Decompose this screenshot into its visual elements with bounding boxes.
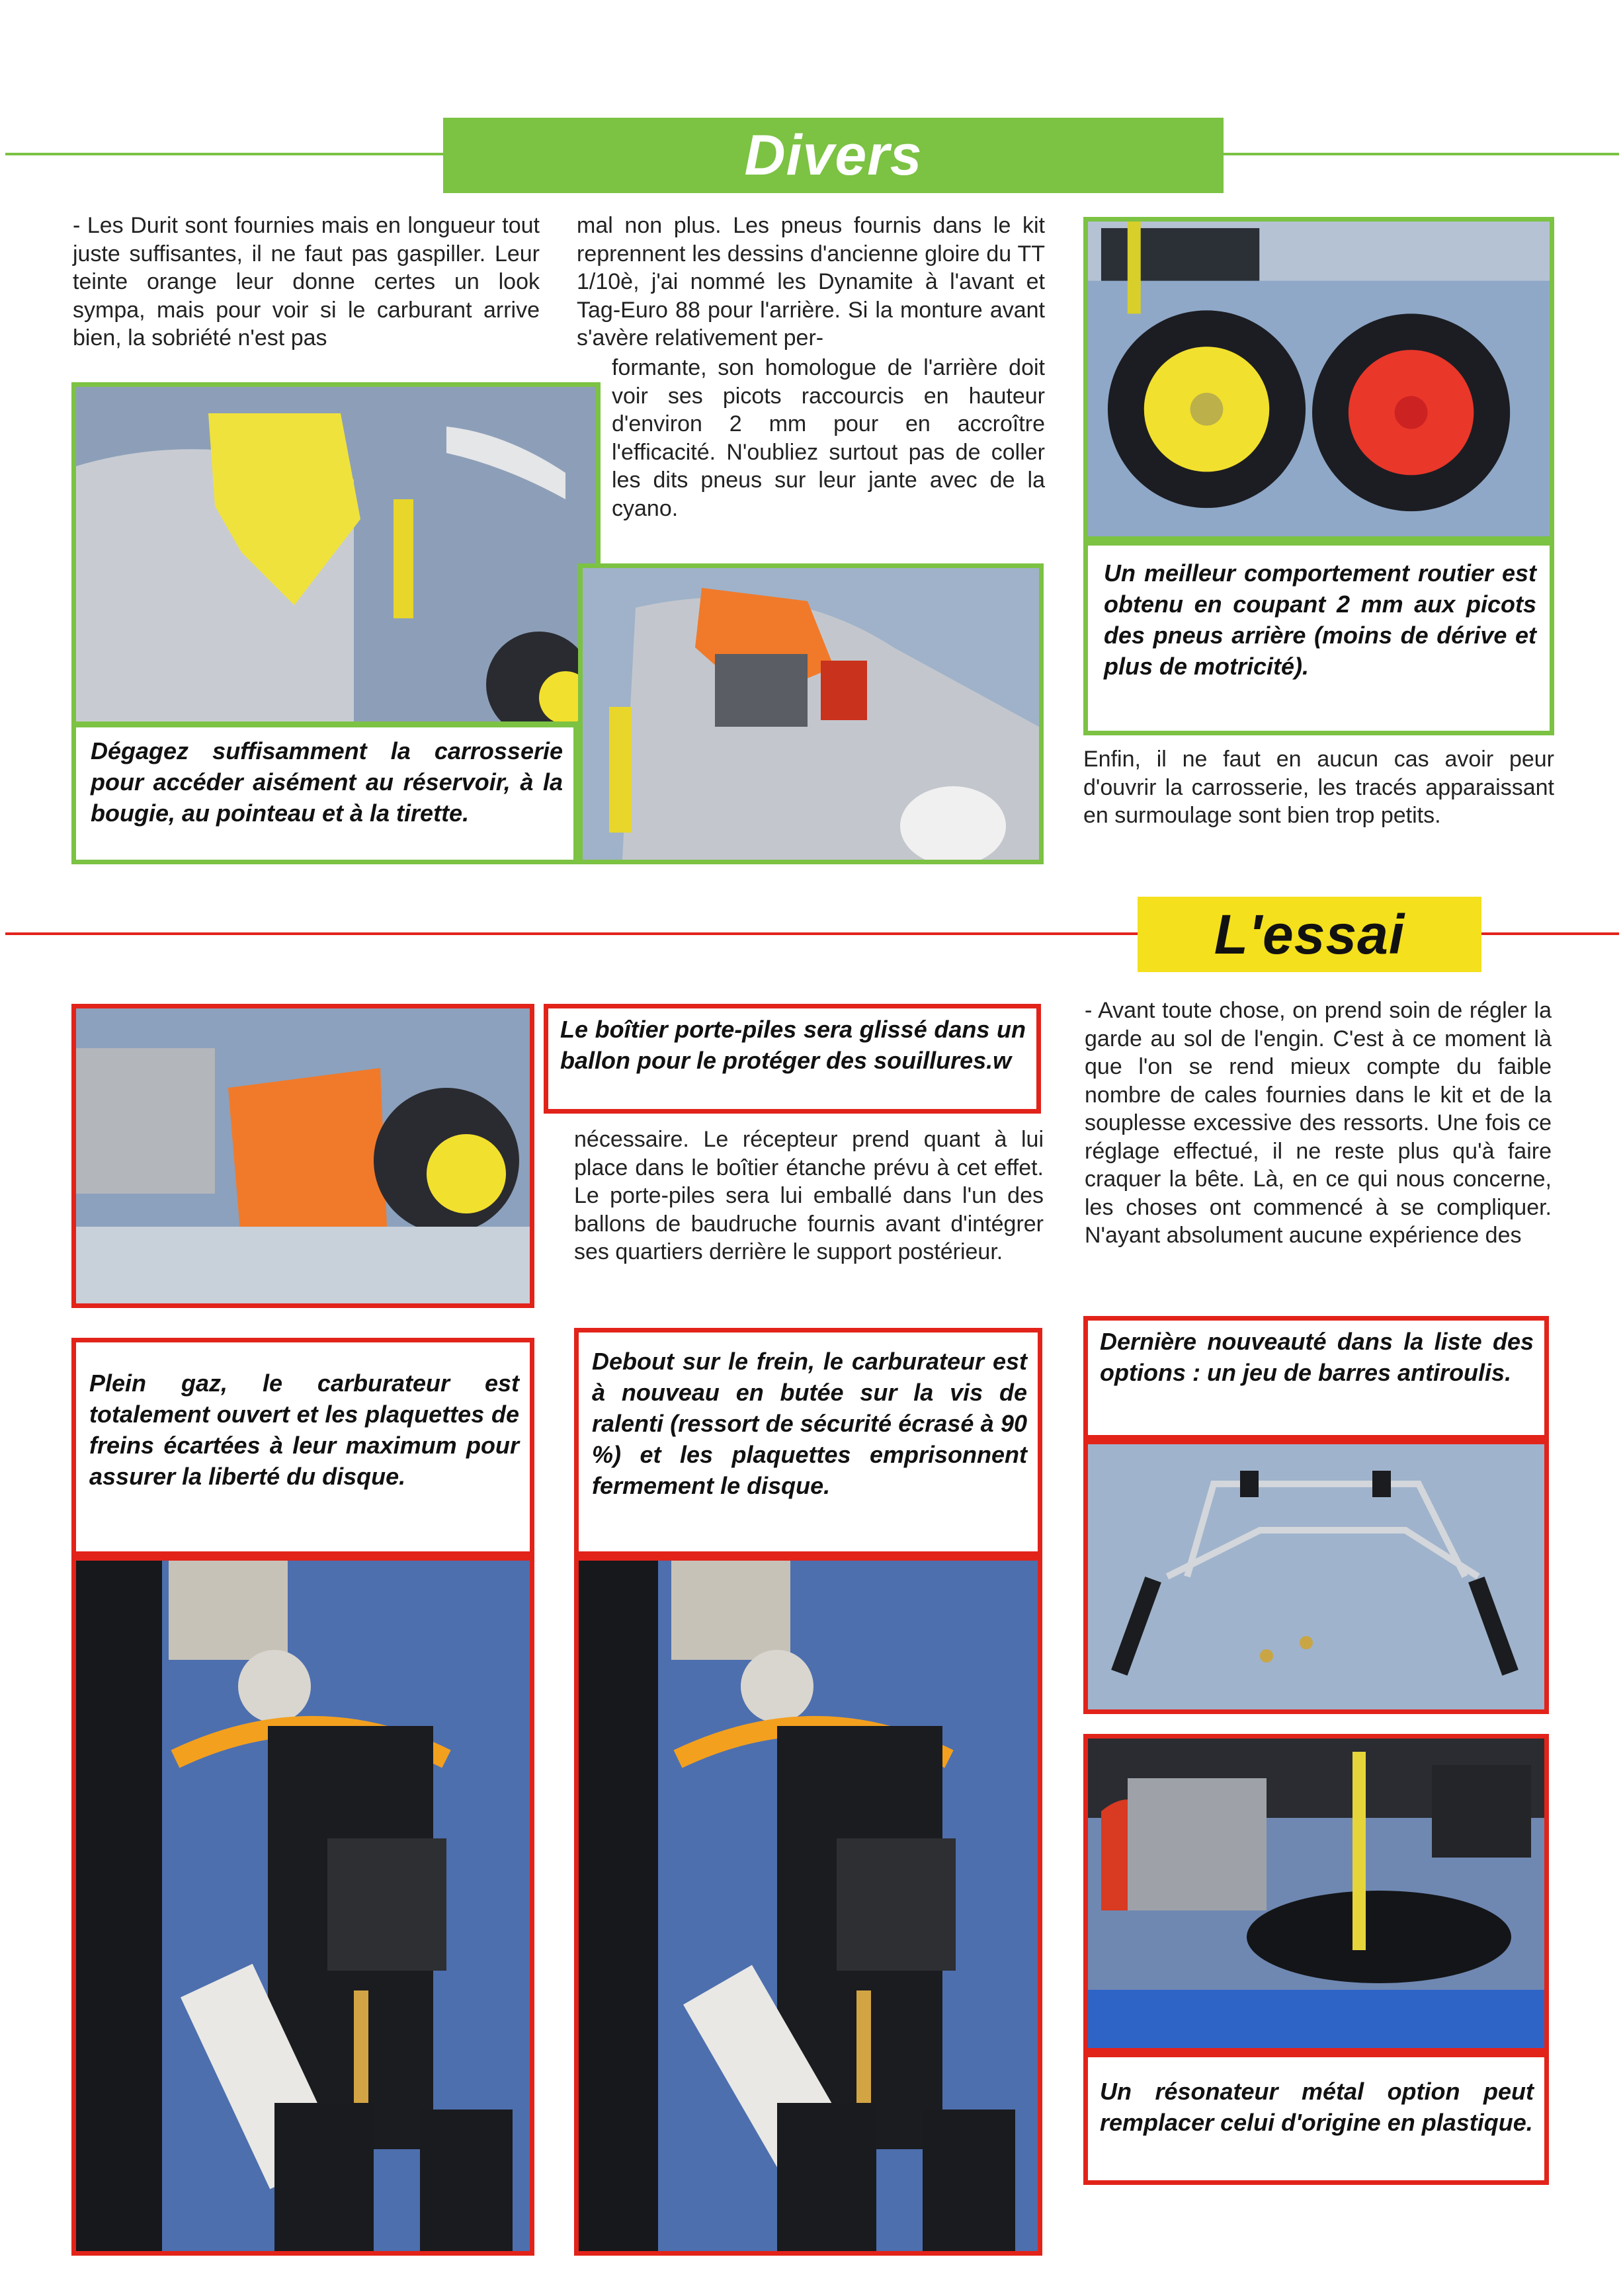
caption-body-open: [71, 723, 578, 864]
photo-engine-top: [578, 563, 1044, 864]
essai-title: L'essai: [1214, 903, 1405, 965]
photo-battery-box: [71, 1004, 534, 1308]
caption-resonator: [1083, 2053, 1549, 2185]
photo-antiroll-bars: [1083, 1440, 1549, 1714]
divers-col1-text: - Les Durit sont fournies mais en longueur tout juste suffisantes, il ne faut pas gaspiller. Leur teinte orange leur donne certes un look sympa, mais pour voir si le carburant arrive bien, la sobriété n'est pas: [73, 213, 540, 350]
caption-tires-text: Un meilleur comportement routier est obtenu en coupant 2 mm aux picots des pneus arrière (moins de dérive et plus de motricité).: [1104, 559, 1536, 680]
divers-col2-text-bottom: formante, son homologue de l'arrière doit voir ses picots raccourcis en hauteur d'environ 2 mm pour en accroître l'efficacité. N'oubliez surtout pas de coller les dits pneus sur leur jante avec de la cyano.: [612, 355, 1045, 521]
caption-body-open-text: Dégagez suffisamment la carrosserie pour accéder aisément au réservoir, à la bougie, au pointeau et à la tirette.: [91, 737, 563, 827]
caption-brake: [574, 1328, 1042, 1556]
divers-col3-text: Enfin, il ne faut en aucun cas avoir peur d'ouvrir la carrosserie, les tracés apparaissant en surmoulage sont bien trop petits.: [1083, 747, 1554, 828]
caption-battery-box-text: Le boîtier porte-piles sera glissé dans un ballon pour le protéger des souillures.w: [560, 1016, 1026, 1074]
essai-title-banner: [1138, 897, 1481, 972]
essai-col2-text: nécessaire. Le récepteur prend quant à lui place dans le boîtier étanche prévu à cet effet. Le porte-piles sera lui emballé dans l'un des ballons de baudruche fournis avant d'intégrer ses quartiers derrière le support postérieur.: [574, 1127, 1044, 1264]
caption-antiroll-text: Dernière nouveauté dans la liste des options : un jeu de barres antiroulis.: [1100, 1328, 1534, 1386]
caption-full-gas: [71, 1338, 534, 1556]
essai-col3-text: - Avant toute chose, on prend soin de régler la garde au sol de l'engin. C'est à ce moment là que l'on se rend mieux compte du faible nombre de cales fournies dans le kit et de la souplesse excessive des ressorts. Une fois ce réglage effectué, il ne reste plus qu'à faire craquer la bête. Là, en ce qui nous concerne, les choses ont commencé à se compliquer. N'ayant absolument aucune expérience des: [1085, 998, 1552, 1248]
caption-antiroll: [1083, 1316, 1549, 1440]
photo-resonator: [1083, 1734, 1549, 2053]
photo-full-gas: [71, 1556, 534, 2256]
divers-col2-text-top: mal non plus. Les pneus fournis dans le kit reprennent les dessins d'ancienne gloire du TT 1/10è, j'ai nommé les Dynamite à l'avant et Tag-Euro 88 pour l'arrière. Si la monture avant s'avère relativement per-: [577, 213, 1045, 350]
photo-body-open: [71, 382, 601, 726]
caption-full-gas-text: Plein gaz, le carburateur est totalement ouvert et les plaquettes de freins écartées à leur maximum pour assurer la liberté du disque.: [89, 1370, 519, 1490]
photo-brake: [574, 1556, 1042, 2256]
photo-tires: [1083, 217, 1554, 541]
divers-title: Divers: [744, 123, 923, 187]
caption-battery-box: [544, 1004, 1041, 1114]
caption-brake-text: Debout sur le frein, le carburateur est à nouveau en butée sur la vis de ralenti (ressort de sécurité écrasé à 90 %) et les plaquettes emprisonnent fermement le disque.: [592, 1348, 1027, 1499]
caption-tires: [1083, 541, 1554, 735]
divers-title-banner: [443, 118, 1224, 193]
caption-resonator-text: Un résonateur métal option peut remplacer celui d'origine en plastique.: [1100, 2078, 1534, 2136]
